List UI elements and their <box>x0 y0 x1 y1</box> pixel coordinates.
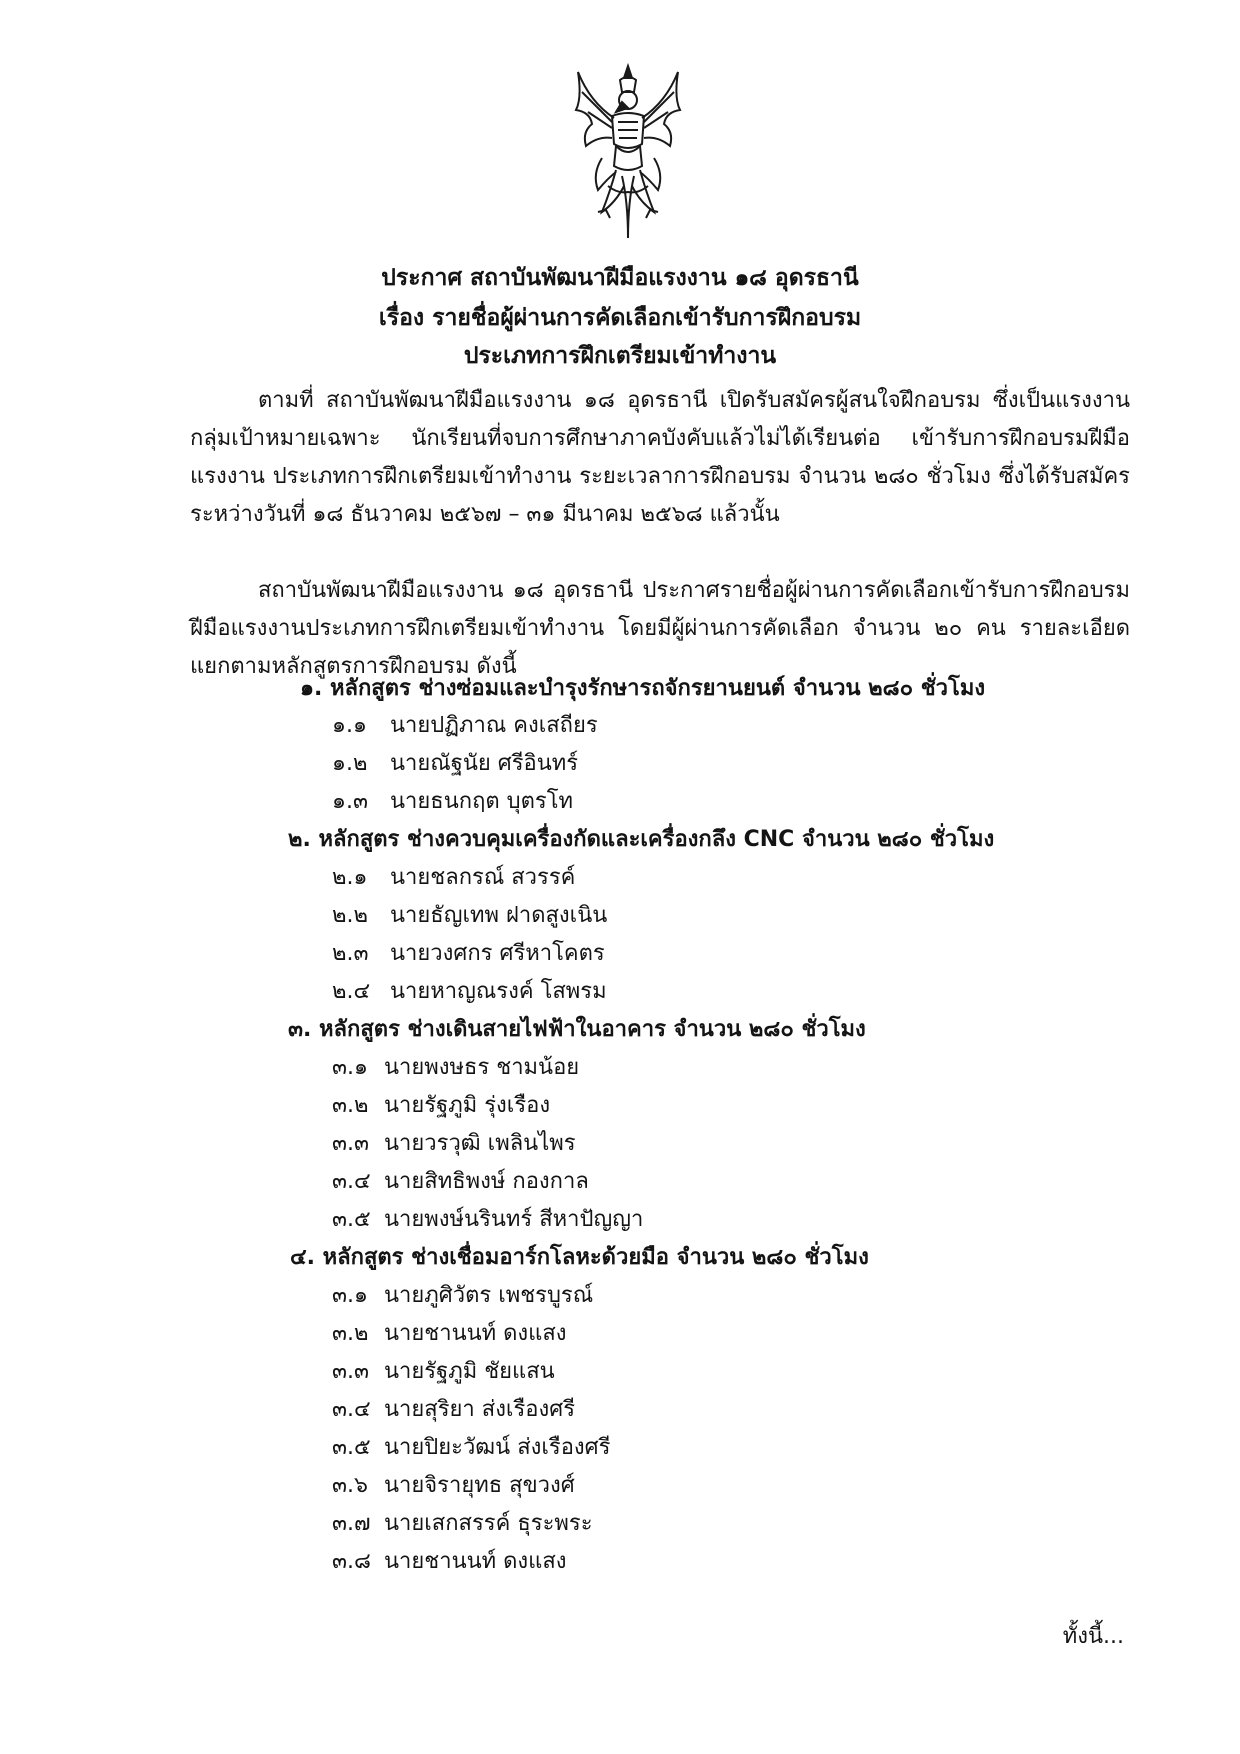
item-number: ๑.๒ <box>332 751 368 776</box>
course-heading: ๑. หลักสูตร ช่างซ่อมและบำรุงรักษารถจักรยานยนต์ จำนวน ๒๘๐ ชั่วโมง <box>300 676 986 701</box>
trainee-name: นายชานนท์ ดงแสง <box>384 1549 567 1574</box>
trainee-name: นายพงษธร ชามน้อย <box>384 1055 580 1080</box>
item-number: ๓.๕ <box>332 1435 371 1460</box>
list-item <box>332 785 573 819</box>
list-item <box>332 937 605 971</box>
item-number: ๓.๖ <box>332 1473 368 1498</box>
item-number: ๓.๔ <box>332 1397 371 1422</box>
list-item <box>332 1203 643 1237</box>
item-number: ๑.๑ <box>332 713 367 738</box>
announcement-title: ประกาศ สถาบันพัฒนาฝีมือแรงงาน ๑๘ อุดรธานี <box>381 265 859 291</box>
announcement-subject: เรื่อง รายชื่อผู้ผ่านการคัดเลือกเข้ารับการฝึกอบรม <box>378 305 862 331</box>
trainee-name: นายปฏิภาณ คงเสถียร <box>390 713 598 738</box>
item-number: ๓.๑ <box>332 1055 368 1080</box>
item-number: ๓.๘ <box>332 1549 372 1574</box>
trainee-name: นายจิรายุทธ สุขวงศ์ <box>384 1473 575 1498</box>
item-number: ๓.๑ <box>332 1283 368 1308</box>
trainee-name: นายวงศกร ศรีหาโคตร <box>390 941 605 966</box>
result-paragraph <box>190 572 1130 686</box>
list-item <box>332 1317 567 1351</box>
trainee-name: นายรัฐภูมิ รุ่งเรือง <box>384 1093 551 1118</box>
item-number: ๒.๔ <box>332 979 371 1004</box>
list-item <box>332 1051 579 1085</box>
continuation-marker: ทั้งนี้... <box>1062 1624 1124 1649</box>
list-item <box>332 1393 575 1427</box>
list-item <box>332 709 598 743</box>
item-number: ๒.๒ <box>332 903 368 928</box>
trainee-name: นายวรวุฒิ เพลินไพร <box>384 1131 576 1156</box>
trainee-name: นายชลกรณ์ สวรรค์ <box>390 865 576 890</box>
item-number: ๑.๓ <box>332 789 368 814</box>
list-item <box>332 1355 555 1389</box>
result-paragraph-text: สถาบันพัฒนาฝีมือแรงงาน ๑๘ อุดรธานี ประกาศรายชื่อผู้ผ่านการคัดเลือกเข้ารับการฝึกอบรมฝีมือแรงงานประเภทการฝึกเตรียมเข้าทำงาน โดยมีผู้ผ่านการคัดเลือก จำนวน ๒๐ คน รายละเอียดแยกตามหลักสูตรการฝึกอบรม ดังนี้ <box>190 578 1130 679</box>
trainee-name: นายชานนท์ ดงแสง <box>384 1321 567 1346</box>
list-item <box>332 899 607 933</box>
list-item <box>332 1165 589 1199</box>
list-item <box>332 1089 550 1123</box>
item-number: ๓.๒ <box>332 1093 369 1118</box>
trainee-name: นายสิทธิพงษ์ กองกาล <box>384 1169 589 1194</box>
trainee-name: นายภูศิวัตร เพชรบูรณ์ <box>384 1283 594 1308</box>
item-number: ๒.๑ <box>332 865 368 890</box>
list-item <box>332 1469 575 1503</box>
list-item <box>332 975 607 1009</box>
item-number: ๓.๓ <box>332 1131 370 1156</box>
list-item <box>332 1431 610 1465</box>
trainee-name: นายปิยะวัฒน์ ส่งเรืองศรี <box>384 1435 611 1460</box>
list-item <box>332 1279 593 1313</box>
trainee-name: นายพงษ์นรินทร์ สีหาปัญญา <box>384 1207 644 1232</box>
item-number: ๓.๓ <box>332 1359 370 1384</box>
list-item <box>332 1127 576 1161</box>
item-number: ๓.๗ <box>332 1511 371 1536</box>
item-number: ๒.๓ <box>332 941 369 966</box>
list-item <box>332 861 575 895</box>
list-item <box>332 1507 593 1541</box>
trainee-name: นายณัฐนัย ศรีอินทร์ <box>390 751 579 776</box>
course-heading: ๒. หลักสูตร ช่างควบคุมเครื่องกัดและเครื่องกลึง CNC จำนวน ๒๘๐ ชั่วโมง <box>288 827 995 852</box>
item-number: ๓.๔ <box>332 1169 371 1194</box>
announcement-training-type: ประเภทการฝึกเตรียมเข้าทำงาน <box>463 343 777 369</box>
trainee-name: นายรัฐภูมิ ชัยแสน <box>384 1359 555 1384</box>
trainee-name: นายสุริยา ส่งเรืองศรี <box>384 1397 576 1422</box>
item-number: ๓.๒ <box>332 1321 369 1346</box>
list-item <box>332 747 578 781</box>
intro-paragraph <box>190 382 1130 534</box>
trainee-name: นายเสกสรรค์ ธุระพระ <box>384 1511 593 1536</box>
course-heading: ๔. หลักสูตร ช่างเชื่อมอาร์กโลหะด้วยมือ จำนวน ๒๘๐ ชั่วโมง <box>290 1245 869 1270</box>
intro-paragraph-text: ตามที่ สถาบันพัฒนาฝีมือแรงงาน ๑๘ อุดรธานี เปิดรับสมัครผู้สนใจฝึกอบรม ซึ่งเป็นแรงงานกลุ่มเป้าหมายเฉพาะ นักเรียนที่จบการศึกษาภาคบังคับแล้วไม่ได้เรียนต่อ เข้ารับการฝึกอบรมฝีมือแรงงาน ประเภทการฝึกเตรียมเข้าทำงาน ระยะเวลาการฝึกอบรม จำนวน ๒๘๐ ชั่วโมง ซึ่งได้รับสมัครระหว่างวันที่ ๑๘ ธันวาคม ๒๕๖๗ – ๓๑ มีนาคม ๒๕๖๘ แล้วนั้น <box>190 388 1130 527</box>
garuda-emblem-icon <box>572 62 684 242</box>
course-heading: ๓. หลักสูตร ช่างเดินสายไฟฟ้าในอาคาร จำนวน ๒๘๐ ชั่วโมง <box>288 1017 866 1042</box>
trainee-name: นายหาญณรงค์ โสพรม <box>390 979 607 1004</box>
trainee-name: นายธัญเทพ ฝาดสูงเนิน <box>390 903 608 928</box>
item-number: ๓.๕ <box>332 1207 371 1232</box>
list-item <box>332 1545 567 1579</box>
trainee-name: นายธนกฤต บุตรโท <box>390 789 574 814</box>
